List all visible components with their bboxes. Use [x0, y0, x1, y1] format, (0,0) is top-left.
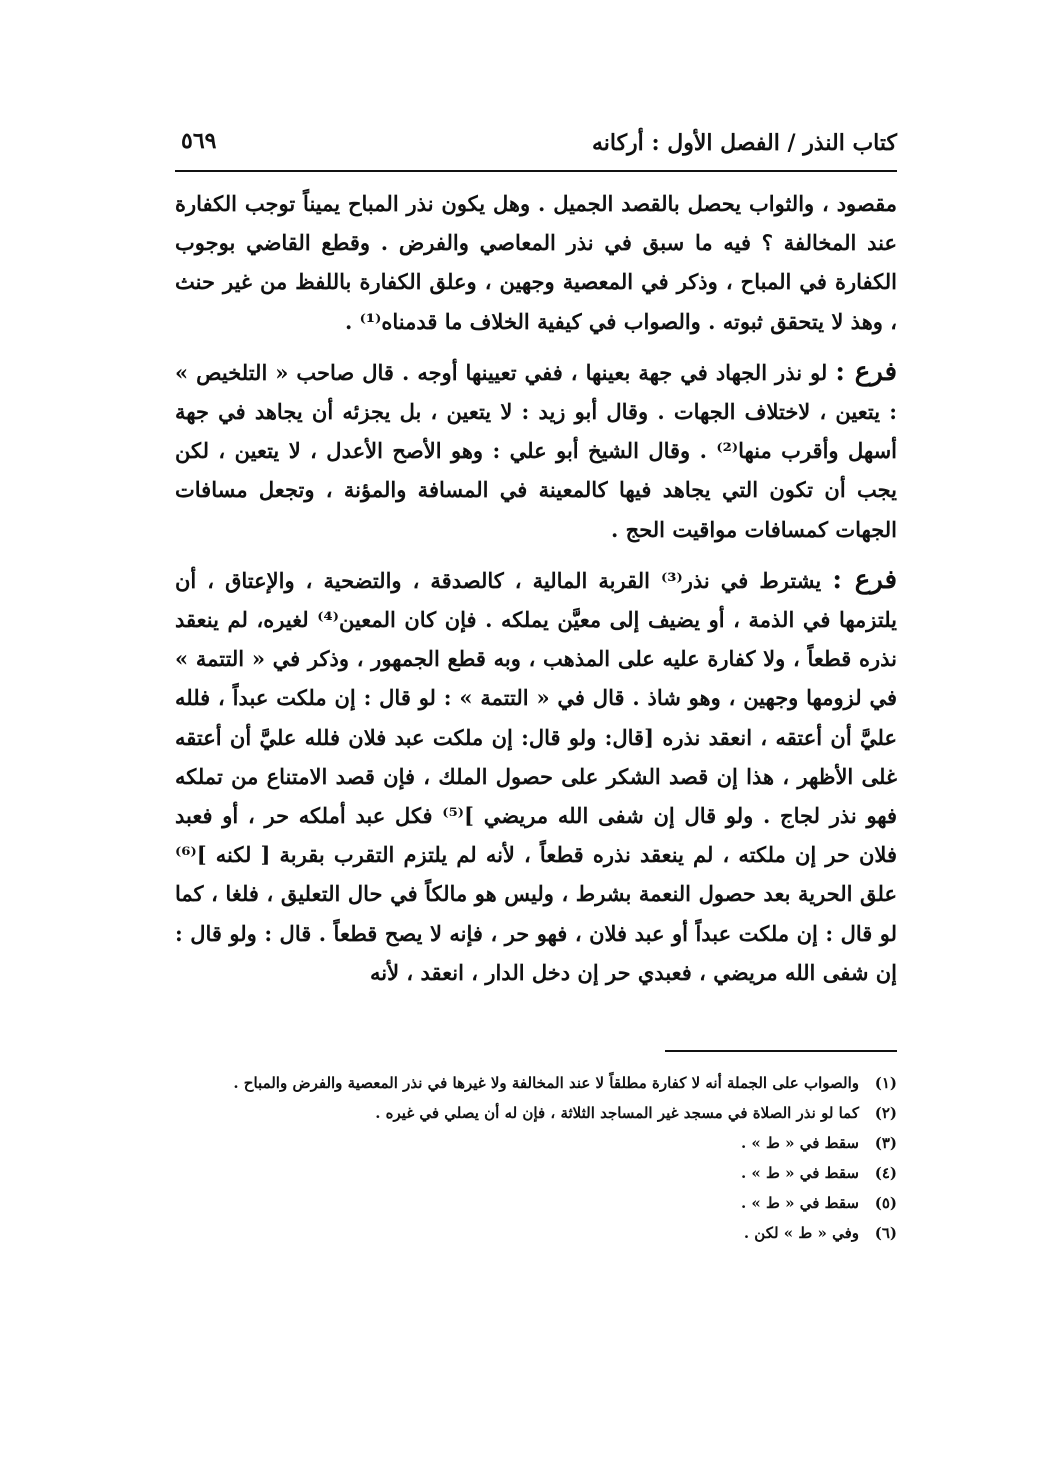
- footnote: [165, 1068, 897, 1098]
- footnote-text: سقط في « ط » .: [740, 1134, 859, 1152]
- footnote-text: وفي « ط » لكن .: [743, 1224, 859, 1242]
- footnote-text: سقط في « ط » .: [740, 1194, 859, 1212]
- footnotes: [165, 1068, 897, 1248]
- footnote-number: (١): [874, 1074, 897, 1092]
- paragraph: [175, 353, 897, 549]
- paragraph-text: مقصود ، والثواب يحصل بالقصد الجميل . وهل يكون نذر المباح يميناً توجب الكفارة عند المخالفة ؟ فيه ما سبق في نذر المعاصي والفرض . وقطع القاضي بوجوب الكفارة في المباح ، وذكر في المعصية وجهين ، وعلق الكفارة باللفظ من غير حنث ، وهذ لا يتحقق ثبوته . والصواب في كيفية الخلاف ما قدمناه⁽¹⁾ .: [175, 191, 897, 334]
- paragraph: [175, 561, 897, 992]
- header-rule: [175, 170, 897, 172]
- footnote: [165, 1218, 897, 1248]
- section-label: فرع :: [832, 564, 897, 595]
- running-header: [175, 126, 897, 166]
- footnote-number: (٢): [874, 1104, 897, 1122]
- footnote-text: سقط في « ط » .: [740, 1164, 859, 1182]
- section-label: فرع :: [835, 356, 897, 387]
- paragraph-text: يشترط في نذر⁽³⁾ القربة المالية ، كالصدقة ، والتضحية ، والإعتاق ، أن يلتزمها في الذمة ، أو يضيف إلى معيَّن يملكه . فإن كان المعين⁽⁴⁾ لغيره، لم ينعقد نذره قطعاً ، ولا كفارة عليه على المذهب ، وبه قطع الجمهور ، وذكر في « التتمة » في لزومها وجهين ، وهو شاذ . قال في « التتمة » : لو قال : إن ملكت عبداً ، فلله عليَّ أن أعتقه ، انعقد نذره [قال: ولو قال: إن ملكت عبد فلان فلله عليَّ أن أعتقه غلى الأظهر ، هذا إن قصد الشكر على حصول الملك ، فإن قصد الامتناع من تملكه فهو نذر لجاج . ولو قال إن شفى الله مريضي ]⁽⁵⁾ فكل عبد أملكه حر ، أو فعبد فلان حر إن ملكته ، لم ينعقد نذره قطعاً ، لأنه لم يلتزم التقرب بقربة [ لكنه ]⁽⁶⁾ علق الحرية بعد حصول النعمة بشرط ، وليس هو مالكاً في حال التعليق ، فلغا ، كما لو قال : إن ملكت عبداً أو عبد فلان ، فهو حر ، فإنه لا يصح قطعاً . قال : ولو قال : إن شفى الله مريضي ، فعبدي حر إن دخل الدار ، انعقد ، لأنه: [175, 567, 898, 985]
- footnote-number: (٦): [874, 1224, 897, 1242]
- footnote: [165, 1128, 897, 1158]
- page-number: ٥٦٩: [181, 128, 217, 154]
- chapter-title: كتاب النذر / الفصل الأول : أركانه: [591, 130, 897, 156]
- footnote: [165, 1098, 897, 1128]
- footnote-rule: [665, 1050, 897, 1052]
- footnote-text: كما لو نذر الصلاة في مسجد غير المساجد الثلاثة ، فإن له أن يصلي في غيره .: [375, 1104, 859, 1122]
- footnote-text: والصواب على الجملة أنه لا كفارة مطلقاً لا عند المخالفة ولا غيرها في نذر المعصية والفرض والمباح .: [233, 1074, 859, 1092]
- footnote: [165, 1158, 897, 1188]
- footnote-number: (٤): [874, 1164, 897, 1182]
- paragraph-text: لو نذر الجهاد في جهة بعينها ، ففي تعيينها أوجه . قال صاحب « التلخيص » : يتعين ، لاختلاف الجهات . وقال أبو زيد : لا يتعين ، بل يجزئه أن يجاهد في جهة أسهل وأقرب منها⁽²⁾ . وقال الشيخ أبو علي : وهو الأصح الأعدل ، لا يتعين ، لكن يجب أن تكون التي يجاهد فيها كالمعينة في المسافة والمؤنة ، وتجعل مسافات الجهات كمسافات مواقيت الحج .: [175, 359, 897, 542]
- main-text: [175, 184, 897, 992]
- footnote-number: (٥): [874, 1194, 897, 1212]
- footnote: [165, 1188, 897, 1218]
- paragraph: [175, 184, 897, 341]
- footnote-number: (٣): [874, 1134, 897, 1152]
